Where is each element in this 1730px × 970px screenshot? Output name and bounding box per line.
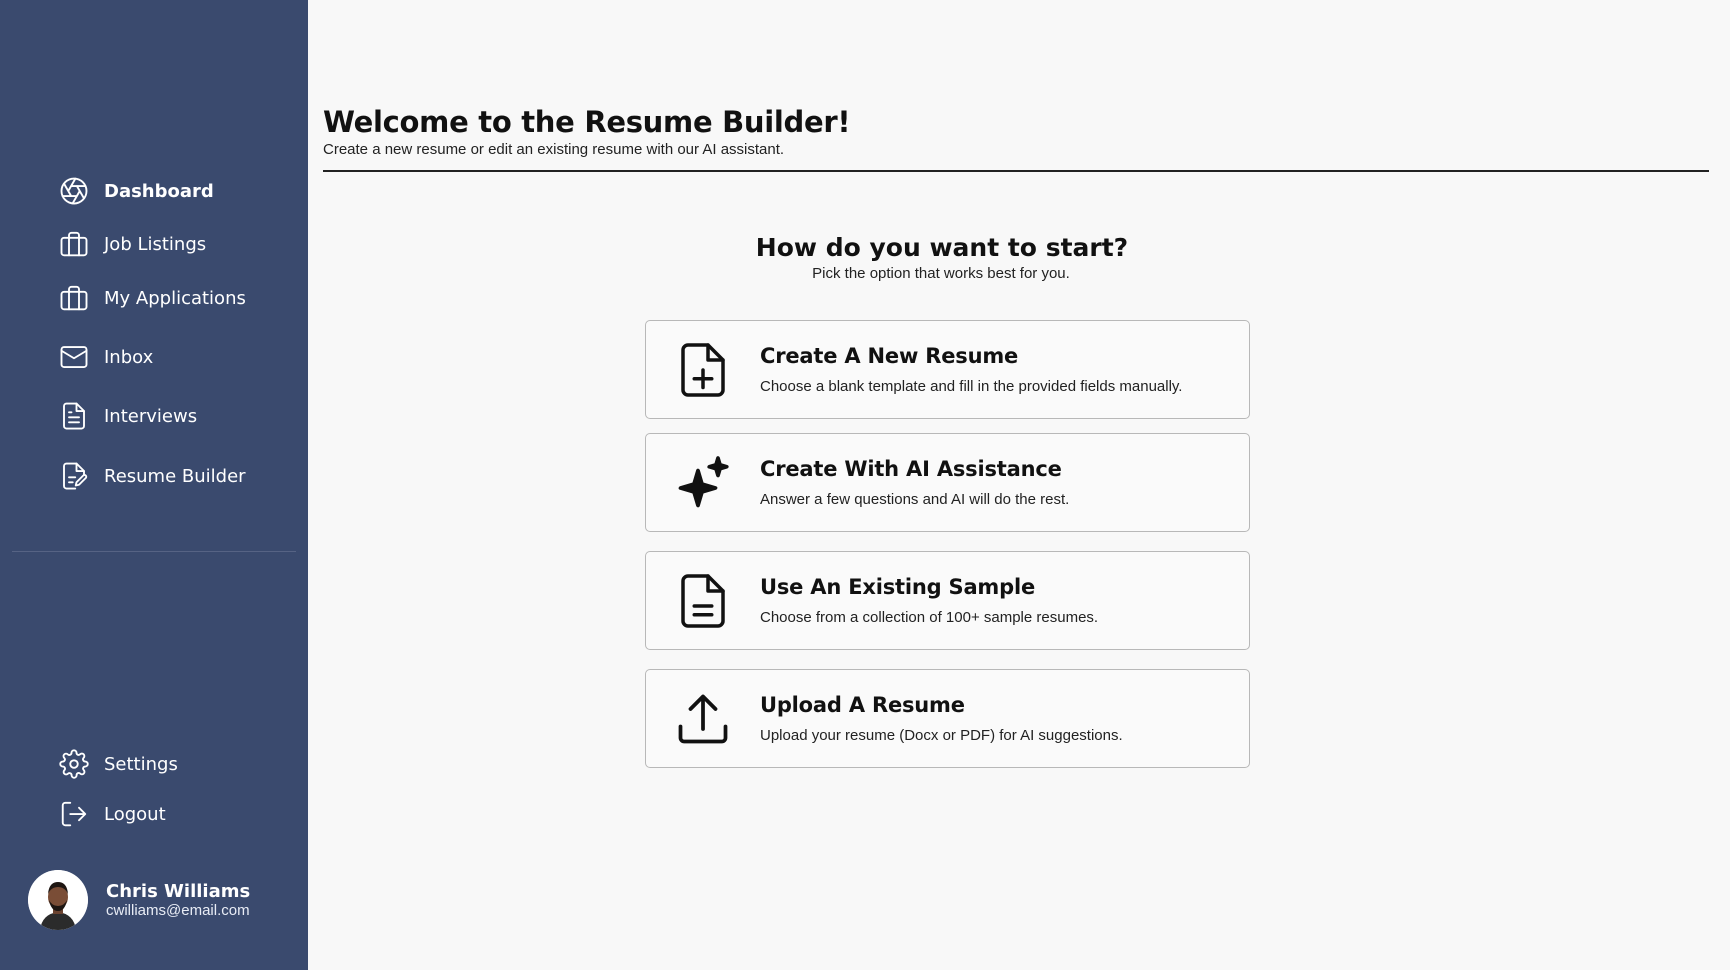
document-icon [58, 400, 90, 432]
briefcase-icon [58, 228, 90, 260]
page-subtitle: Create a new resume or edit an existing resume with our AI assistant. [323, 141, 785, 158]
sidebar-item-label: Job Listings [104, 233, 207, 255]
option-description: Choose a blank template and fill in the provided fields manually. [760, 378, 1183, 395]
sidebar [0, 0, 308, 970]
file-plus-icon [672, 337, 734, 403]
sidebar-divider [12, 551, 296, 552]
option-description: Upload your resume (Docx or PDF) for AI suggestions. [760, 727, 1123, 744]
page-title: Welcome to the Resume Builder! [323, 105, 851, 139]
option-title: Create With AI Assistance [760, 457, 1062, 481]
option-use-existing-sample[interactable] [645, 551, 1250, 650]
option-title: Use An Existing Sample [760, 575, 1035, 599]
gear-icon [58, 748, 90, 780]
start-title: How do you want to start? [755, 233, 1129, 262]
sidebar-item-my-applications[interactable] [58, 281, 246, 315]
sidebar-item-label: Logout [104, 803, 166, 825]
sidebar-item-resume-builder[interactable] [58, 459, 246, 493]
user-profile[interactable] [28, 870, 250, 930]
logout-icon [58, 798, 90, 830]
sidebar-item-inbox[interactable] [58, 340, 153, 374]
sidebar-item-label: Inbox [104, 346, 154, 368]
option-title: Upload A Resume [760, 693, 965, 717]
sidebar-item-settings[interactable] [58, 747, 178, 781]
sidebar-item-label: My Applications [104, 287, 246, 309]
sidebar-item-dashboard[interactable] [58, 174, 214, 208]
user-name: Chris Williams [106, 880, 251, 902]
main-content [308, 0, 1730, 970]
briefcase-icon [58, 282, 90, 314]
sidebar-item-interviews[interactable] [58, 399, 197, 433]
document-edit-icon [58, 460, 90, 492]
option-create-with-ai[interactable] [645, 433, 1250, 532]
file-text-icon [672, 568, 734, 634]
option-title: Create A New Resume [760, 344, 1019, 368]
option-description: Answer a few questions and AI will do the rest. [760, 491, 1070, 508]
sidebar-item-label: Resume Builder [104, 465, 246, 487]
header-divider [323, 170, 1709, 172]
sidebar-item-label: Settings [104, 753, 178, 775]
sidebar-item-logout[interactable] [58, 797, 166, 831]
mail-icon [58, 341, 90, 373]
start-subtitle: Pick the option that works best for you. [812, 265, 1070, 282]
option-create-new-resume[interactable] [645, 320, 1250, 419]
sidebar-item-job-listings[interactable] [58, 227, 206, 261]
option-upload-resume[interactable] [645, 669, 1250, 768]
option-description: Choose from a collection of 100+ sample resumes. [760, 609, 1099, 626]
sidebar-item-label: Dashboard [104, 180, 214, 202]
sidebar-item-label: Interviews [104, 405, 198, 427]
avatar[interactable] [28, 870, 88, 930]
aperture-icon [58, 175, 90, 207]
sparkles-icon [672, 450, 734, 516]
upload-icon [672, 686, 734, 752]
user-email: cwilliams@email.com [106, 901, 250, 919]
